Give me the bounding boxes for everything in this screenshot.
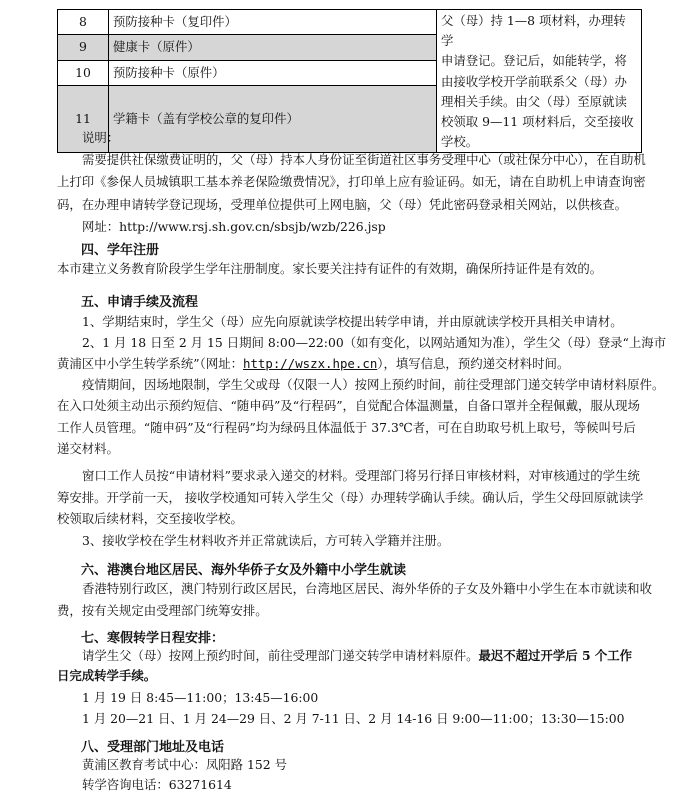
- explain-line: 需要提供社保缴费证明的，父（母）持本人身份证至街道社区事务受理中心（或社保分中心），在自助机: [82, 152, 646, 167]
- paragraph-line: 校领取后续材料，交至接收学校。: [57, 511, 243, 526]
- paragraph-line: 递交材料。: [57, 441, 119, 456]
- materials-note: [437, 10, 642, 153]
- table-row: [58, 10, 642, 35]
- note-line: 校领取 9—11 项材料后，交至接收: [441, 114, 634, 130]
- paragraph-line: 1、学期结束时，学生父（母）应先向原就读学校提出转学申请，并由原就读学校开具相关申请材。: [82, 314, 623, 329]
- row-number: 8: [58, 10, 109, 35]
- deadline-emphasis: 日完成转学手续。: [57, 668, 157, 683]
- section-heading: 六、港澳台地区居民、海外华侨子女及外籍中小学生就读: [81, 563, 407, 578]
- note-line: 申请登记。登记后，如能转学，将: [441, 53, 627, 69]
- section-heading: 八、受理部门地址及电话: [81, 740, 225, 755]
- materials-table: [57, 9, 642, 153]
- section-heading: 七、寒假转学日程安排：: [81, 631, 225, 646]
- paragraph-line: 费，按有关规定由受理部门统筹安排。: [57, 603, 268, 618]
- explain-url: 网址：http://www.rsj.sh.gov.cn/sbsjb/wzb/226.jsp: [82, 219, 386, 234]
- section-heading: 五、申请手续及流程: [81, 295, 199, 310]
- note-line: 父（母）持 1—8 项材料，办理转学: [441, 13, 626, 49]
- phone-line: 转学咨询电话：63271614: [82, 777, 232, 792]
- row-number: 10: [58, 60, 109, 85]
- deadline-emphasis: 最迟不超过开学后 5 个工作: [478, 648, 633, 663]
- paragraph-line: 窗口工作人员按“申请材料”要求录入递交的材料。受理部门将另行择日审核材料，对审核通过的学生统: [82, 468, 640, 483]
- note-line: 理相关手续。由父（母）至原就读: [441, 93, 627, 109]
- paragraph-line: 工作人员管理。“随申码”及“行程码”均为绿码且体温低于 37.3℃者，可在自助取号机上取号，等候叫号后: [57, 420, 636, 435]
- paragraph-line: [57, 354, 569, 372]
- note-line: 由接收学校开学前联系父（母）办: [441, 73, 627, 89]
- section-text: 本市建立义务教育阶段学生学年注册制度。家长要关注持有证件的有效期，确保所持证件是有效的。: [57, 261, 603, 276]
- material-name: 预防接种卡（复印件）: [109, 10, 437, 35]
- paragraph-line: 疫情期间，因场地限制，学生父或母（仅限一人）按网上预约时间，前往受理部门递交转学申请材料原件。: [82, 377, 665, 392]
- text-span: 请学生父（母）按网上预约时间，前往受理部门递交转学申请材料原件。: [82, 648, 479, 663]
- paragraph-line: [82, 646, 632, 664]
- explain-line: 上打印《参保人员城镇职工基本养老保险缴费情况》，打印单上应有验证码。如无，请在自助机上申请查询密: [57, 174, 646, 189]
- text-span: 黄浦区中小学生转学系统”（网址：: [57, 356, 243, 371]
- paragraph-line: 3、接收学校在学生材料收齐并正常就读后，方可转入学籍并注册。: [82, 533, 450, 548]
- paragraph-line: 筹安排。开学前一天， 接收学校通知可转入学生父（母）办理转学确认手续。确认后，学生父母回原就读学: [57, 490, 644, 505]
- address-line: 黄浦区教育考试中心：凤阳路 152 号: [82, 757, 287, 772]
- transfer-system-link[interactable]: http://wszx.hpe.cn: [243, 356, 378, 371]
- explain-label: 说明：: [82, 130, 120, 145]
- explain-line: 码，在办理申请转学登记现场，受理单位提供可上网电脑，父（母）凭此密码登录相关网站，以供核查。: [57, 197, 627, 212]
- paragraph-line: 在入口处须主动出示预约短信、“随申码”及“行程码”，自觉配合体温测量，自备口罩并全程佩戴，服从现场: [57, 398, 640, 413]
- text-span: ），填写信息，预约递交材料时间。: [377, 356, 570, 371]
- paragraph-line: 2、1 月 18 日至 2 月 15 日期间 8:00—22:00（如有变化，以网站通知为准），学生父（母）登录“上海市: [82, 335, 667, 350]
- material-name: 健康卡（原件）: [109, 35, 437, 60]
- row-number: 11: [58, 85, 109, 153]
- row-number: 9: [58, 35, 109, 60]
- schedule-line: 1 月 20—21 日、1 月 24—29 日、2 月 7-11 日、2 月 14-16 日 9:00—11:00；13:30—15:00: [82, 711, 625, 726]
- material-name: 学籍卡（盖有学校公章的复印件）: [109, 85, 437, 153]
- section-heading: 四、学年注册: [81, 243, 160, 258]
- schedule-line: 1 月 19 日 8:45—11:00；13:45—16:00: [82, 690, 319, 705]
- note-line: 学校。: [441, 134, 479, 150]
- paragraph-line: 香港特别行政区，澳门特别行政区居民，台湾地区居民、海外华侨的子女及外籍中小学生在本市就读和收: [82, 581, 652, 596]
- material-name: 预防接种卡（原件）: [109, 60, 437, 85]
